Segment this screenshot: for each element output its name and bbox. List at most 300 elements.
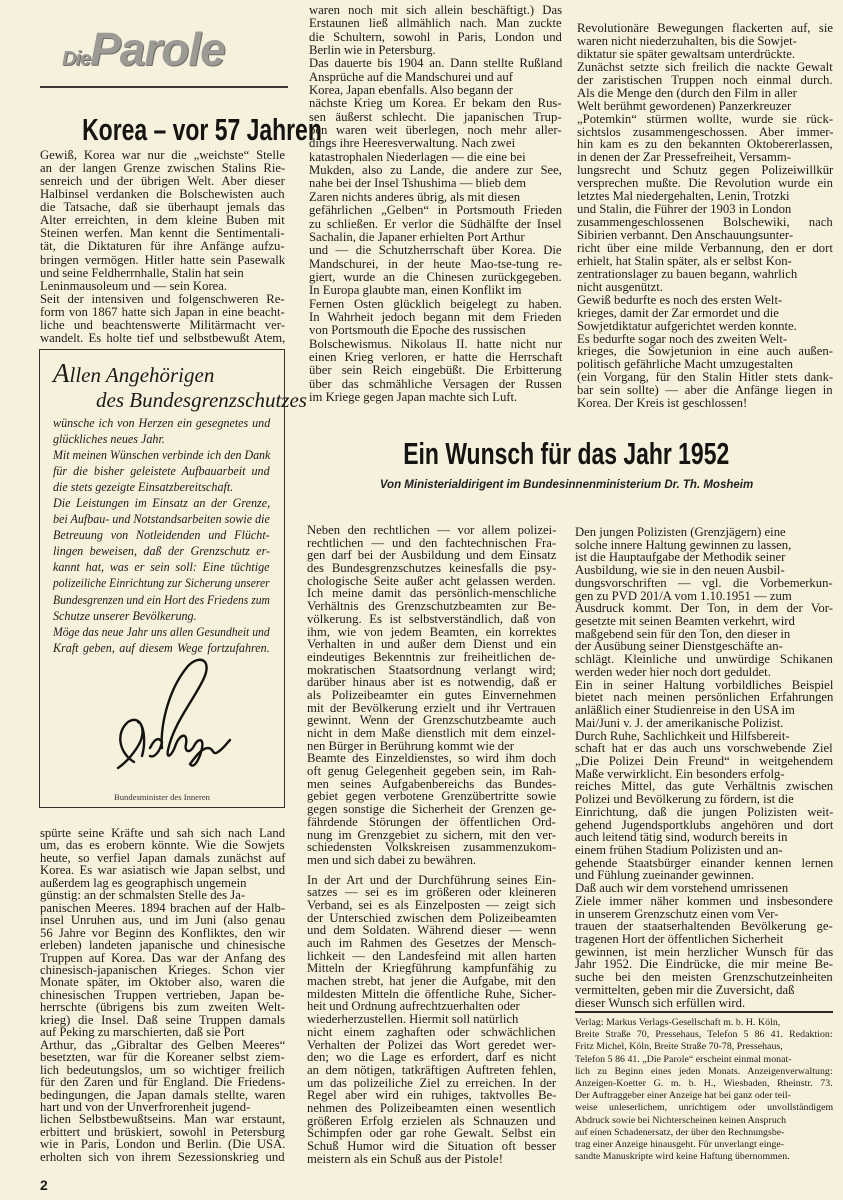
text-line-content: auf Peking zu marschierten, daß sie Port (40, 1025, 245, 1040)
text-line-content: trag einer Anzeige hinausgeht. Für unverlangt einge- (575, 1138, 785, 1150)
text-line-content: lichkeit — den Landesfeind mit allen harten (307, 948, 557, 963)
text-line-content: Ansprüche auf die Mandschurei und auf (309, 69, 513, 84)
text-line (575, 1029, 833, 1041)
greeting-body (53, 415, 270, 656)
text-line (575, 1127, 833, 1139)
text-line-content: auch leitend tätig sind, wodurch bereits in (575, 830, 788, 845)
text-line-content: Mandschurei, in der heute Mao-tse-tung re- (309, 256, 563, 271)
text-line-content: für die bisher geleistete Aufbauarbeit und (53, 464, 270, 479)
text-line-content: glückliches neues Jahr. (53, 432, 165, 447)
text-line (309, 258, 562, 271)
text-line (53, 624, 270, 640)
text-line-content: liche und beachtenswerte Militärmacht ver- (40, 317, 285, 332)
text-line-content: Das dauerte bis 1904 an. Dann stellte Rußland (309, 56, 563, 71)
text-line-content: lichen Selbstbewußtseins. Man war erstaunt, (40, 1112, 286, 1127)
text-line-content: Fernen Osten glücklich beigelegt zu haben. (309, 296, 562, 311)
text-line-content: Abdruck sowie bei Nichterscheinen keinen Anspruch (575, 1114, 787, 1126)
text-line-content: Verhalten in und außer dem Dienst und ein (307, 637, 557, 652)
text-line (575, 844, 833, 857)
text-line-content: „Potemkin“ stürmen wollte, wurde sie rück- (577, 111, 834, 126)
text-line-content: Verhalten der Polizei das Wort geredet wer- (307, 1037, 557, 1052)
text-line (307, 1153, 556, 1166)
text-line (40, 254, 285, 267)
text-line (577, 22, 833, 35)
text-line-content: Zaren nichts anderes übrig, als mit diesen (309, 189, 521, 204)
text-line (577, 35, 833, 48)
text-line-content: eindeutiges Bekenntnis zur freiheitlichen de- (307, 649, 556, 664)
text-line (309, 284, 562, 297)
text-line-content: heit und Ordnung aufrechtzuerhalten oder (307, 999, 520, 1014)
text-line-content: Der Auftraggeber einer Anzeige hat bei ganz oder teil- (575, 1090, 791, 1102)
text-line-content: Maße verwirklicht. Ein besonders erfolg- (575, 766, 785, 781)
text-line (577, 87, 833, 100)
text-line-content: dings ihre Heeresverwaltung. Nach zwei (309, 136, 516, 151)
text-line-content: lingen beweisen, daß der Grenzschutz er- (53, 544, 271, 559)
text-line-content: Fritz Michel, Köln, Breite Straße 70-78, Pressehaus, (575, 1041, 783, 1053)
text-line-content: Den jungen Polizisten (Grenzjägern) eine (575, 525, 786, 539)
text-line-content: Erstaunen ließ allmählich nach. Man zuckte (309, 16, 562, 31)
text-line (53, 463, 270, 479)
text-line (309, 364, 562, 377)
text-line (307, 1140, 556, 1153)
text-line-content: spürte seine Kräfte und sah sich nach Land (40, 826, 286, 840)
text-line (307, 727, 556, 740)
text-line (309, 271, 562, 284)
text-line-content: chinesisch-japanischen Krieges. Schon vier (40, 962, 285, 977)
text-line (307, 600, 556, 613)
text-line-content: Einrichtung, daß die jungen Polizisten weit- (575, 804, 834, 819)
text-line-content: nicht ausgenützt. (577, 279, 663, 294)
text-line (309, 151, 562, 164)
text-line-content: Ausbildung, wie sie in den neuen Ausbil- (575, 563, 785, 578)
text-line (40, 1001, 285, 1013)
text-line-content: krieg) die Insel. Daß seine Truppen damals (40, 1012, 286, 1027)
text-line-content: von Portsmouth die Epoche des russischen (309, 323, 526, 338)
text-line-content: Verband, sei es als Einzelposten — zeigt sich (307, 897, 556, 912)
text-line-content: ist die Hauptaufgabe der Methodik seiner (575, 550, 786, 565)
text-line-content: die Tatsache, daß sie überhaupt jemals das (40, 200, 285, 215)
text-line (307, 937, 556, 950)
text-line-content: einen Krieg verloren, er hatte die Herrschaft (309, 349, 563, 364)
text-line-content: solche innere Haltung gewinnen zu lassen, (575, 537, 792, 552)
text-line-content: giert, wurde an die Chinesen zurückgegeben. (309, 269, 562, 284)
text-line-content: hin kam es zu den bekannten Oktobererlassen, (577, 137, 833, 152)
text-line (575, 653, 833, 666)
page-number: 2 (40, 1177, 48, 1193)
text-line-content: In der Art und der Durchführung seines Ein- (307, 872, 557, 887)
text-line-content: Revolutionäre Bewegungen flackerten auf, sie (577, 21, 833, 35)
text-line-content: Ein in seiner Haltung vorbildliches Beispiel (575, 677, 834, 692)
text-line-content: der zaristischen Truppen noch einmal durch. (577, 72, 833, 87)
text-line-content: Verlag: Markus Verlags-Gesellschaft m. b. H. Köln, (575, 1017, 781, 1028)
imprint-rule (575, 1011, 833, 1013)
text-line-content: völkerung. Es ist selbstverständlich, daß von (307, 611, 556, 626)
text-line-content: Schimpfen oder gar rohe Gewalt. Selbst ein (307, 1126, 556, 1141)
text-line-content: Betreuung von Notleidenden und Flücht- (53, 528, 270, 543)
text-line-content: Kraft geben, auf diesem Wege fortzufahren. (53, 640, 270, 655)
text-line (309, 31, 562, 44)
text-line (53, 543, 270, 559)
text-line-content: sandte Manuskripte wird keine Haftung übernommen. (575, 1151, 790, 1163)
text-line-content: wie in Paris, London und Berlin. (Die USA. (40, 1137, 286, 1152)
text-line-content: gen darf bei der Ausbildung und dem Einsatz (307, 548, 557, 563)
text-line (40, 1076, 285, 1088)
text-line (309, 57, 562, 70)
text-line-content: lich bedeutungslos, um so wichtiger freilich (40, 1062, 285, 1077)
korea-col1-bottom (40, 827, 285, 1163)
text-line (577, 307, 833, 320)
text-line (309, 17, 562, 30)
text-line-content: für den Zaren und für England. Die Friedens- (40, 1075, 286, 1090)
text-line (40, 1113, 285, 1125)
text-line (575, 1054, 833, 1066)
text-line (53, 431, 270, 447)
text-line-content: versprechen mußte. Die Revolution wurde ein (577, 176, 833, 191)
text-line-content: gewinnen, ist mein herzlicher Wunsch für das (575, 944, 834, 959)
text-line-content: Berlin wie in Petersburg. (309, 43, 436, 58)
text-line (575, 755, 833, 768)
text-line-content: Möge das neue Jahr uns allen Gesundheit und (53, 624, 270, 639)
text-line (309, 338, 562, 351)
text-line-content: Mukden, also zu Lande, die andere zur See, (309, 163, 562, 178)
imprint (575, 1017, 833, 1163)
text-line-content: nicht in dem Maße dienstlich mit dem einzel- (307, 726, 556, 740)
text-line (575, 1115, 833, 1127)
text-line-content: Seit der intensiven und folgenschweren Re- (40, 291, 285, 306)
text-line-content: krieges, damit der Zar ermordet und die (577, 305, 779, 320)
text-line-content: kannt hat, was er sein soll: Eine tüchtige (53, 560, 270, 575)
text-line (309, 351, 562, 364)
text-line-content: Schutze unserer Bevölkerung. (53, 608, 197, 623)
text-line (309, 324, 562, 337)
text-line-content: machen strebt, hat jener die Aufgabe, mit den (307, 974, 556, 989)
wish-col-right (575, 526, 833, 1009)
text-line (575, 984, 833, 997)
text-line-content: nehmen des Polizeibeamten einen wesentlich (307, 1100, 556, 1115)
text-line-content: bietet nach meinen persönlichen Erfahrungen (575, 690, 834, 705)
text-line-content: Halbinsel verdanken die Bolschewisten auch (40, 187, 285, 202)
text-line (309, 244, 562, 257)
text-line-content: mildesten Mitteln die öffentliche Ruhe, Sicher- (307, 986, 557, 1001)
masthead-rule (40, 86, 288, 88)
text-line (309, 177, 562, 190)
text-line-content: bringen vermögen. Hitler hatte sein Pasewalk (40, 252, 286, 267)
text-line-content: Mitteln der Kriegführung kampfunfähig zu (307, 961, 557, 976)
text-line (53, 575, 270, 591)
text-line-content: dungsvorschriften — vgl. die Vorbemerkun- (575, 575, 833, 590)
text-line-content: Ich meine damit das persönlich-menschliche (307, 586, 557, 601)
text-line (575, 1102, 833, 1114)
text-line (53, 527, 270, 543)
text-line (307, 562, 556, 575)
text-line-content: erhielt, hat Stalin später, als er selbst Kon- (577, 253, 792, 268)
text-line (40, 319, 285, 332)
text-line-content: Arthur, das „Gibraltar des Gelben Meeres“ (40, 1037, 286, 1052)
text-line (577, 320, 833, 333)
text-line-content: Anzeigen-Koetter G. m. b. H., Wiesbaden, Rheinstr. 73. (575, 1077, 833, 1089)
text-line (53, 592, 270, 608)
text-line (309, 44, 562, 57)
greeting-heading-capital: A (53, 358, 70, 388)
text-line-content: im Kriege gegen Japan machte sich Luft. (309, 389, 518, 404)
text-line (40, 1026, 285, 1038)
text-line-content: Sachalin, die Japaner erhielten Port Arthur (309, 229, 525, 244)
text-line-content: panischen Meeres. 1894 brachen auf der Halb- (40, 900, 286, 915)
text-line-content: gefährlichen „Gelben“ in Portsmouth Frieden (309, 203, 563, 218)
signature-image (88, 652, 238, 782)
text-line (309, 204, 562, 217)
text-line (575, 666, 833, 679)
text-line-content: über das schmähliche Versagen der Russen (309, 376, 562, 391)
text-line (40, 1151, 285, 1163)
text-line-content: dieser Wunsch sich erfüllen wird. (575, 995, 746, 1010)
text-line-content: gegen sonstige die Sicherheit der Grenzen ge- (307, 802, 557, 817)
text-line (575, 997, 833, 1010)
text-line (53, 447, 270, 463)
text-line-content: Ziele immer näher kommen und insbesondere (575, 893, 833, 908)
text-line-content: Bolschewismus. Nikolaus II. hatte nicht nur (309, 336, 563, 351)
text-line-content: sen äußerst schlecht. Die japanischen Trup- (309, 109, 562, 124)
text-line (40, 280, 285, 293)
text-line-content: als Polizeibeamter ein gutes Einvernehmen (307, 687, 557, 702)
text-line-content: schiedensten Volkskreisen zusammenzukom- (307, 840, 557, 855)
text-line-content: bei Aufbau- und Notstandsarbeiten sowie die (53, 512, 270, 527)
text-line-content: „Die Polizei Dein Freund“ in weitgehendem (575, 753, 834, 768)
text-line-content: gebiet gegen verbotene Grenzübertritte sowie (307, 789, 557, 804)
text-line-content: gewinnt. Wenn der Grenzschutzbeamte auch (307, 713, 556, 728)
text-line (575, 1078, 833, 1090)
text-line-content: wiederherzustellen. Hiermit soll natürlich (307, 1012, 519, 1027)
text-line-content: Zunächst setzte sich freilich die nackte Gewalt (577, 59, 833, 74)
text-line-content: satzes — sei es im größeren oder kleineren (307, 885, 557, 900)
text-line (40, 240, 285, 253)
text-line-content: herrschte (übrigens bis zum zweiten Welt- (40, 1000, 286, 1015)
text-line-content: zentrationslager zu bauen begann, wahrlich (577, 266, 798, 281)
text-line (577, 100, 833, 113)
text-line-content: richt über eine milde Verbannung, den er dort (577, 240, 833, 255)
text-line-content: erbittert und brüskiert, sowohl in Petersburg (40, 1124, 285, 1139)
text-line (577, 268, 833, 281)
text-line (307, 613, 556, 626)
text-line-content: auf einen Schadenersatz, der über den Rechnungsbe- (575, 1126, 785, 1138)
text-line-content: Welt berühmt gewordenen) Panzerkreuzer (577, 98, 792, 113)
text-line (575, 577, 833, 590)
text-line (309, 378, 562, 391)
korea-col3 (577, 22, 833, 410)
text-line (575, 704, 833, 717)
text-line-content: die stets gezeigte Einsatzbereitschaft. (53, 480, 234, 495)
text-line-content: Leninmausoleum und — sein Korea. (40, 278, 228, 293)
text-line-content: diktatur sie später gewaltsam unterdrückte. (577, 46, 796, 61)
text-line-content: gen zu PVD 201/A vom 1.10.1951 — zum (575, 588, 792, 603)
text-line (307, 524, 556, 537)
text-line (575, 1151, 833, 1163)
logo-large-text: Parole (90, 23, 225, 75)
text-line (307, 651, 556, 664)
text-line-content: Neben den rechtlichen — vor allem polizei- (307, 523, 557, 537)
text-line-content: mit der Bevölkerung erzielt und ihr Vertrauen (307, 700, 556, 715)
text-line (309, 111, 562, 124)
text-line-content: men seines Aufgabenbereichs das Bundes- (307, 776, 557, 791)
text-line (577, 242, 833, 255)
wish-article-title (290, 436, 843, 472)
text-line (307, 854, 556, 867)
text-line (309, 4, 562, 17)
text-line (577, 229, 833, 242)
text-line (309, 137, 562, 150)
text-line-content: den; wo die Lage es erfordert, darf es nicht (307, 1050, 557, 1065)
text-line-content: chologische Seite außer acht gelassen werden. (307, 573, 556, 588)
text-line-content: Polizei und Bevölkerung zu fördern, ist die (575, 792, 794, 807)
text-line-content: zu schließen. Er verlor die Südhälfte der Insel (309, 216, 562, 231)
wish-title-text: Ein Wunsch für das Jahr 1952 (403, 436, 730, 471)
text-line-content: des Bundesgrenzschutzes keinesfalls die psy- (307, 561, 557, 576)
text-line-content: über sein Reich eingebüßt. Die Erbitterung (309, 363, 562, 378)
greeting-heading-line2: des Bundesgrenzschutzes (96, 388, 307, 412)
text-line (40, 293, 285, 306)
text-line-content: polizeiliche Einrichtung zur Sicherung unserer (53, 576, 270, 591)
text-line (575, 971, 833, 984)
text-line-content: Korea. Der Kreis ist geschlossen! (577, 396, 748, 411)
text-line (309, 97, 562, 110)
text-line-content: nächste Krieg um Korea. Er bekam den Rus- (309, 96, 562, 111)
text-line (40, 306, 285, 319)
text-line (40, 1051, 285, 1063)
text-line (309, 391, 562, 404)
text-line (575, 895, 833, 908)
text-line-content: an dem nötigen, tatkräftigen Auftreten fehlen, (307, 1062, 557, 1077)
text-line-content: Alter erreichten, in dem kleine Buben mit (40, 213, 285, 228)
text-line-content: bar sein sollte) — aber die Anfänge liegen in (577, 383, 833, 398)
text-line-content: nahe bei der Insel Tshushima — blieb dem (309, 176, 526, 191)
text-line (307, 1102, 556, 1115)
text-line (309, 218, 562, 231)
text-line-content: und Fühlung zueinander gewinnen. (575, 868, 754, 883)
text-line-content: um das polizeiliche Ziel zu erreichen. In der (307, 1075, 557, 1090)
text-line-content: Korea. Es war asiatisch wie Japan selbst, und (40, 863, 286, 878)
text-line-content: nung im Grenzgebiet zu sichern, mit den ver- (307, 827, 557, 842)
text-line (307, 689, 556, 702)
text-line-content: gehend Jugendsportklubs angehören und dort (575, 817, 834, 832)
text-line-content: maßgebend sein für den Ton, den dieser in (575, 626, 791, 641)
text-line-content: besetzten, war für die Koreaner selbst ziem- (40, 1050, 285, 1065)
text-line-content: Sibirien verbannt. Den Anschauungsunter- (577, 228, 794, 242)
text-line-content: tät, die Diktaturen für ihre Anfänge aufzu- (40, 239, 285, 254)
text-line (575, 615, 833, 628)
text-line (40, 1138, 285, 1150)
text-line-content: und Stalin, die Führer der 1903 in London (577, 202, 792, 217)
text-line-content: heute, so verfiel Japan damals zunächst auf (40, 850, 286, 865)
text-line-content: darüber hinaus aber ist es notwendig, daß er (307, 675, 557, 690)
text-line-content: lungsrecht und Schutz gegen Polizeiwillkür (577, 163, 834, 178)
text-line (53, 559, 270, 575)
text-line (307, 899, 556, 912)
text-line-content: anläßlich einer Studienreise in den USA im (575, 703, 795, 718)
text-line-content: einem frühen Stadium Polizisten und an- (575, 842, 783, 857)
wish-article-byline: Von Ministerialdirigent im Bundesinnenministerium Dr. Th. Mosheim (379, 479, 754, 491)
text-line (40, 914, 285, 926)
text-line (575, 1090, 833, 1102)
text-line (53, 495, 270, 511)
text-line (577, 255, 833, 268)
text-line (53, 608, 270, 624)
text-line-content: Verhältnis des Grenzschutzbeamten zur Be- (307, 599, 556, 614)
text-line-content: in unserem Grenzschutz einen vom Ver- (575, 906, 779, 921)
text-line-content: die Schultern, sowohl in Paris, London und (309, 29, 562, 44)
text-line-content: Ausdruck kommt. Der Ton, in dem der Vor- (575, 601, 833, 616)
text-line-content: Als die Menge den (durch den Film in aller (577, 85, 797, 100)
text-line (577, 294, 833, 307)
text-line-content: Telefon 5 86 41. „Die Parole“ erscheint einmal monat- (575, 1053, 792, 1065)
korea-col1-top (40, 149, 285, 345)
text-line (575, 882, 833, 895)
logo-small-text: Die (62, 48, 91, 70)
masthead-logo (62, 22, 225, 76)
text-line-content: auch im Rahmen des Gesetzes der Mensch- (307, 936, 557, 950)
text-line (575, 793, 833, 806)
text-line-content: oft genug Gelegenheit gegeben sein, im Rah- (307, 764, 557, 779)
text-line-content: erleben) landeten japanische und chinesische (40, 938, 286, 953)
text-line-content: Schuß Humor wird die Situation oft besser (307, 1139, 557, 1153)
wish-col-left (307, 524, 556, 1165)
text-line (40, 939, 285, 951)
text-line (575, 1139, 833, 1151)
text-line-content: gehende Staatsbürger einander kennen lernen (575, 855, 834, 870)
text-line-content: Breite Straße 70, Pressehaus, Telefon 5 86 41. Redaktion: (575, 1029, 833, 1041)
text-line-content: schlägt. Kleinliche und unwürdige Schikanen (575, 652, 833, 667)
text-line-content: um, das es erobern könnte. Wie die Sowjets (40, 838, 285, 853)
text-line-content: Es bedurfte sogar noch des zweiten Welt- (577, 331, 788, 346)
text-line-content: rechtlichen — und den fachtechnischen Fra- (307, 535, 557, 550)
text-line-content: wandelt. Es holte tief und selbstbewußt Atem, (40, 330, 286, 345)
text-line-content: gesetzte mit seinen Beamten verkehrt, wird (575, 614, 795, 629)
text-line-content: Mit meinen Wünschen verbinde ich den Dank (53, 448, 271, 463)
text-line (307, 1013, 556, 1026)
text-line-content: und seine Feldherrnhalle, Stalin hat sein (40, 265, 244, 280)
text-line-content: katastrophalen Niederlagen — die eine bei (309, 149, 526, 164)
text-line-content: trauen der staatserhaltenden Bevölkerung ge- (575, 919, 833, 934)
text-line-content: Regel aber wird ein ruhiges, taktvolles Be- (307, 1088, 557, 1103)
text-line-content: Durch Ruhe, Sachlichkeit und Hilfsbereit- (575, 728, 790, 743)
text-line (309, 311, 562, 324)
text-line (577, 61, 833, 74)
text-line (40, 889, 285, 901)
text-line-content: waren noch mit sich allein beschäftigt.) Das (309, 3, 563, 17)
text-line (309, 298, 562, 311)
text-line-content: men und sich dabei zu bewähren. (307, 852, 477, 867)
text-line (309, 124, 562, 137)
greeting-heading-line1 (53, 358, 214, 389)
text-line-content: Monate später, im Oktober also, waren die (40, 975, 285, 990)
text-line (575, 1041, 833, 1053)
text-line (307, 1064, 556, 1077)
text-line-content: der Ausübung seiner Dienstgeschäfte an- (575, 639, 783, 654)
text-line-content: waren nicht niederzuhalten, bis die Sowjet- (577, 33, 797, 48)
text-line (307, 816, 556, 829)
text-line-content: zusammengeschlossenen Bolschewiki, nach (577, 215, 833, 230)
text-line-content: senreich und der übrigen Welt. Aber dieser (40, 174, 285, 189)
text-line (575, 526, 833, 539)
text-line-content: Steinen werfen. Man kennt die Sentimentali- (40, 226, 285, 241)
text-line-content: und — die Schutzherrschaft über Korea. Die (309, 243, 562, 258)
text-line (53, 511, 270, 527)
text-line (575, 1066, 833, 1078)
text-line (577, 281, 833, 294)
korea-title-text: Korea – vor 57 Jahren (82, 112, 322, 147)
text-line-content: In Wahrheit jedoch begann mit dem Frieden (309, 309, 562, 324)
text-line (575, 717, 833, 730)
text-line (307, 1026, 556, 1039)
